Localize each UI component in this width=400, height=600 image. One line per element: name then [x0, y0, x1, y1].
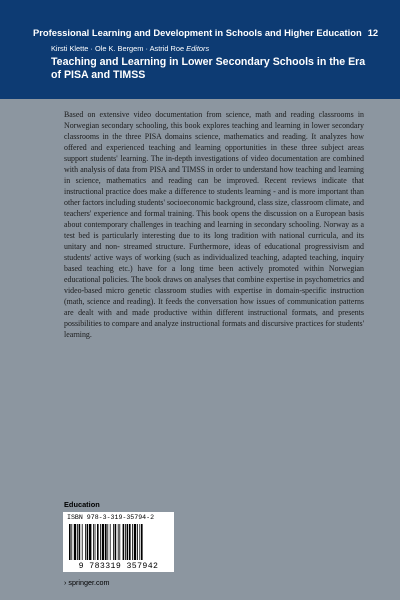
book-description: Based on extensive video documentation from science, math and reading classrooms in Norwegian secondary schooling, this book explores teaching and learning in lower secondary classrooms in the three PISA domains science, mathematics and reading. It analyzes how offered and experienced teaching and learning opportunities in these three subject areas support students' learning. The in-depth investigations of video documentation are combined with analysis of data from PISA and TIMSS in order to understand how teaching and learning in science, mathematics and reading can be improved. Recent reviews indicate that instructional practice does make a difference to students learning - and is more important than other factors including students' socioeconomic background, class size, classroom climate, and teachers' experience and formal training. This book opens the discussion on a European basis about contemporary challenges in teaching and learning in secondary schooling. Norway as a test bed is particularly interesting due to its long tradition with national curricula, and its unitary and non- streamed structure. Furthermore, ideas of educational progressivism and students' active ways of working (such as individualized teaching, adapted teaching, inquiry based teaching etc.) have for a long time been actively promoted within Norwegian educational policies. The book draws on analyses that combine expertise in psychometrics and video-based micro genetic classroom studies with expertise in domain-specific instruction (math, science and reading). It feeds the conversation how issues of communication patterns are dealt with and made productive within different instructional formats, and presents possibilities to compare and analyze instructional formats and discursive practices for students' learning.: [64, 110, 364, 339]
publisher-link[interactable]: › springer.com: [64, 578, 110, 587]
header-band: [0, 0, 400, 99]
editors-tag: Editors: [186, 44, 210, 53]
isbn-text: ISBN 978-3-319-35794-2: [67, 514, 155, 521]
series-number: 12: [367, 27, 379, 38]
book-title: Teaching and Learning in Lower Secondary Schools in the Era of PISA and TIMSS: [51, 56, 366, 81]
editors-names: Kirsti Klette · Ole K. Bergem · Astrid Roe: [51, 44, 185, 53]
series-name: Professional Learning and Development in Schools and Higher Education: [33, 27, 362, 38]
isbn-barcode: [63, 512, 174, 572]
series-title: [33, 27, 378, 38]
ean-digits: 9 783319 357942: [78, 562, 159, 571]
editors-line: [51, 44, 209, 53]
subject-label: Education: [64, 500, 100, 509]
barcode-icon: [69, 524, 168, 560]
